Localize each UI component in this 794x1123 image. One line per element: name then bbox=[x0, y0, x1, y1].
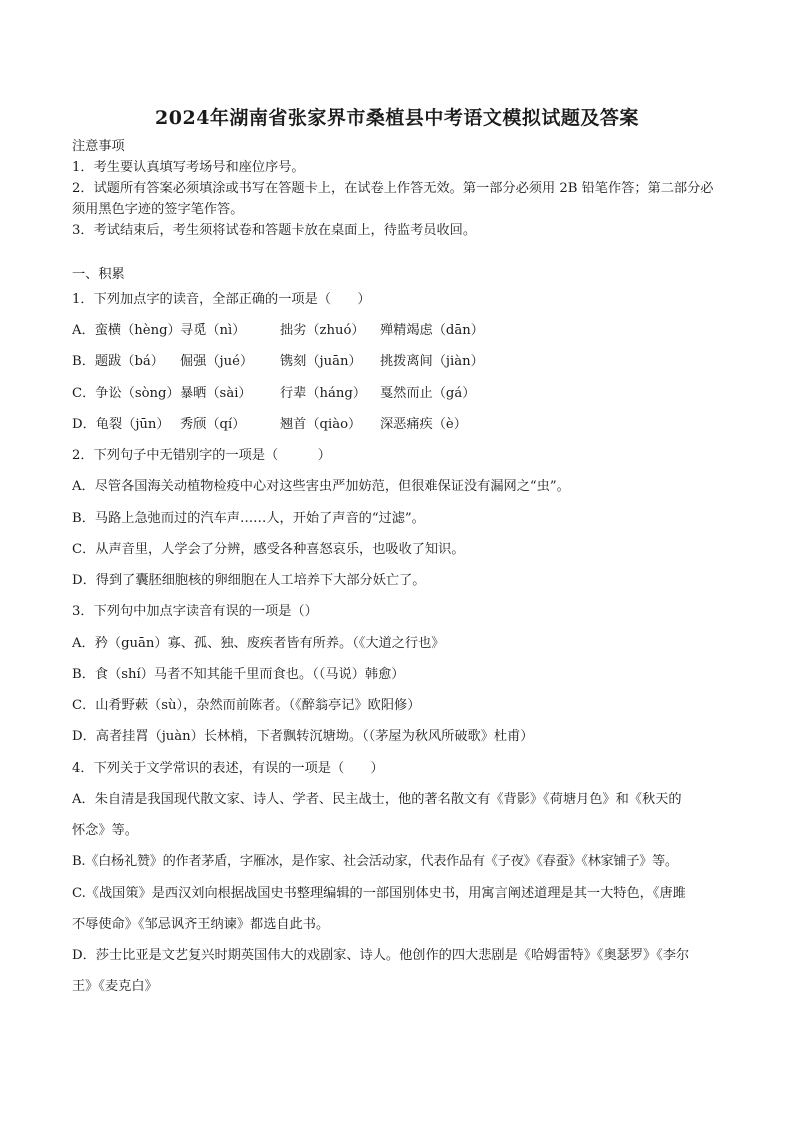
notes-section bbox=[72, 136, 724, 241]
q1-c-4: 戛然而止（gá） bbox=[380, 386, 476, 401]
q1-c-1: C．争讼（sòng） bbox=[72, 386, 180, 401]
q4-option-b: B.《白杨礼赞》的作者茅盾，字雁冰，是作家、社会活动家，代表作品有《子夜》《春蚕》《林家铺子》等。 bbox=[72, 854, 678, 869]
document-title: 2024年湖南省张家界市桑植县中考语文模拟试题及答案 bbox=[155, 107, 639, 129]
q1-c-3: 行辈（háng） bbox=[280, 386, 367, 401]
q4-option-a-line1: A．朱自清是我国现代散文家、诗人、学者、民主战士，他的著名散文有《背影》《荷塘月色》和《秋天的 bbox=[72, 792, 682, 807]
q3-option-a: A．矜（guān）寡、孤、独、废疾者皆有所养。（《大道之行也》 bbox=[72, 636, 445, 651]
q1-c-2: 暴晒（sài） bbox=[180, 386, 252, 401]
notes-heading: 注意事项 bbox=[72, 139, 125, 154]
q2-option-d: D．得到了囊胚细胞核的卵细胞在人工培养下大部分妖亡了。 bbox=[72, 573, 426, 588]
q1-option-c bbox=[72, 383, 724, 404]
q1-b-2: 倔强（jué） bbox=[180, 354, 254, 369]
q1-d-4: 深恶痛疾（è） bbox=[380, 417, 467, 432]
q3-option-d: D．高者挂罥（juàn）长林梢，下者飘转沉塘坳。（（茅屋为秋风所破歌》杜甫） bbox=[72, 729, 534, 744]
q2-option-c: C．从声音里，人学会了分辨，感受各种喜怒哀乐，也吸收了知识。 bbox=[72, 542, 465, 557]
q1-a-2: 寻觅（nì） bbox=[180, 323, 246, 338]
note-item-1: 1．考生要认真填写考场号和座位序号。 bbox=[72, 160, 305, 175]
q3-option-b: B．食（shí）马者不知其能千里而食也。（（马说）韩愈） bbox=[72, 667, 405, 682]
q1-a-3: 拙劣（zhuó） bbox=[280, 323, 365, 338]
note-item-3: 3．考试结束后，考生须将试卷和答题卡放在桌面上，待监考员收回。 bbox=[72, 223, 477, 238]
q1-b-3: 镌刻（juān） bbox=[280, 354, 362, 369]
q1-d-1: D．龟裂（jūn） bbox=[72, 417, 170, 432]
q4-option-c-line2: 不辱使命》《邹忌讽齐王纳谏》都选自此书。 bbox=[72, 917, 330, 932]
q1-a-1: A．蛮横（hèng） bbox=[72, 323, 181, 338]
q3-stem: 3．下列句中加点字读音有误的一项是（） bbox=[72, 604, 318, 619]
q4-option-c-line1: C.《战国策》是西汉刘向根据战国史书整理编辑的一部国别体史书，用寓言阐述道理是其一大特色，《唐雎 bbox=[72, 886, 686, 901]
q4-option-d-line1: D．莎士比亚是文艺复兴时期英国伟大的戏剧家、诗人。他创作的四大悲剧是《哈姆雷特》《奥瑟罗》《李尔 bbox=[72, 948, 690, 963]
q1-d-2: 秀颀（qí） bbox=[180, 417, 246, 432]
q3-option-c: C．山肴野蔌（sù），杂然而前陈者。（《醉翁亭记》欧阳修） bbox=[72, 698, 421, 713]
q4-option-a-line2: 怀念》等。 bbox=[72, 823, 138, 838]
q2-option-a: A．尽管各国海关动植物检疫中心对这些害虫严加妨范，但很难保证没有漏网之“虫”。 bbox=[72, 479, 570, 494]
q4-option-d-line2: 王》《麦克白》 bbox=[72, 979, 158, 994]
q1-stem: 1．下列加点字的读音，全部正确的一项是（ ） bbox=[72, 292, 371, 307]
q1-option-a bbox=[72, 320, 724, 341]
q1-d-3: 翘首（qiào） bbox=[280, 417, 362, 432]
note-item-2: 2．试题所有答案必须填涂或书写在答题卡上，在试卷上作答无效。第一部分必须用 2B 铅笔作答；第二部分必须用黑色字迹的签字笔作答。 bbox=[72, 181, 714, 217]
q1-a-4: 殚精竭虑（dān） bbox=[380, 323, 484, 338]
section-heading: 一、积累 bbox=[72, 267, 125, 282]
q1-b-1: B．题跋（bá） bbox=[72, 354, 164, 369]
q1-option-b bbox=[72, 351, 724, 372]
q4-stem: 4．下列关于文学常识的表述，有误的一项是（ ） bbox=[72, 761, 384, 776]
q2-option-b: B．马路上急弛而过的汽车声……人，开始了声音的“过滤”。 bbox=[72, 511, 425, 526]
q2-stem: 2．下列句子中无错别字的一项是（ ） bbox=[72, 448, 331, 463]
q1-b-4: 挑拨离间（jiàn） bbox=[380, 354, 484, 369]
q1-option-d bbox=[72, 414, 724, 435]
